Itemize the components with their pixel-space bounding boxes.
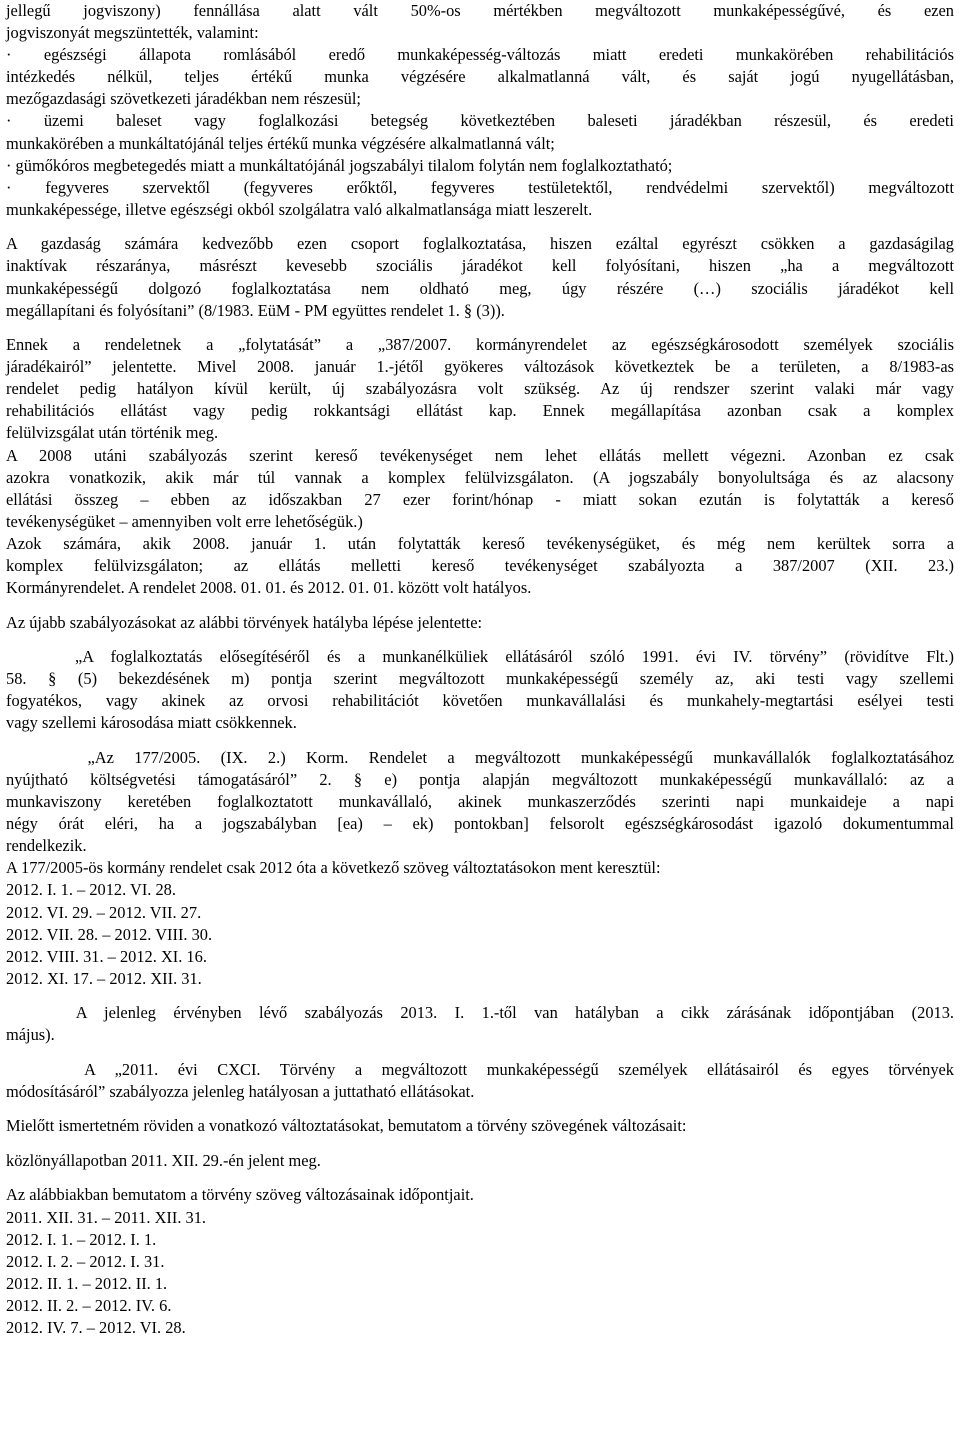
text-line: · gümőkóros megbetegedés miatt a munkáltatójánál jogszabályi tilalom folytán nem foglalkoztatható;: [6, 155, 673, 175]
text-line: mezőgazdasági szövetkezeti járadékban nem részesül;: [6, 89, 361, 109]
text-line: munkaviszony keretében foglalkoztatott munkavállaló, akinek munkaszerződés szerinti napi munkaideje a napi: [6, 792, 954, 812]
text-line: azokra vonatkozik, akik már túl vannak a komplex felülvizsgálaton. (A jogszabály bonyolultsága és az alacsony: [6, 467, 954, 487]
text-line: járadékairól” jelentette. Mivel 2008. január 1.-jétől gyökeres változások következtek be a területen, a 8/1983-as: [6, 357, 954, 377]
text-line: fogyatékos, vagy akinek az orvosi rehabilitációt követően munkavállalási és munkahely-megtartási esélyei testi: [6, 691, 954, 711]
text-line: 2012. IV. 7. – 2012. VI. 28.: [6, 1317, 186, 1337]
paragraph: [6, 1150, 954, 1172]
text-line: vagy szellemi károsodása miatt csökkennek.: [6, 713, 297, 733]
text-line: „A foglalkoztatás elősegítéséről és a munkanélküliek ellátásáról szóló 1991. évi IV. törvény” (rövidítve Flt.): [6, 647, 954, 667]
text-line: Az újabb szabályozásokat az alábbi törvények hatályba lépése jelentette:: [6, 612, 483, 632]
text-line: 2012. XI. 17. – 2012. XII. 31.: [6, 968, 202, 988]
text-line: 2012. VI. 29. – 2012. VII. 27.: [6, 902, 202, 922]
text-line: Ennek a rendeletnek a „folytatását” a „387/2007. kormányrendelet az egészségkárosodott személyek szociális: [6, 335, 954, 355]
text-line: rendelkezik.: [6, 836, 87, 856]
text-line: Az alábbiakban bemutatom a törvény szöveg változásainak időpontjait.: [6, 1185, 474, 1205]
text-line: A gazdaság számára kedvezőbb ezen csoport foglalkoztatása, hiszen ezáltal egyrészt csökken a gazdaságilag: [6, 234, 954, 254]
text-line: · fegyveres szervektől (fegyveres erőktől, fegyveres testületektől, rendvédelmi szervektől) megváltozott: [6, 177, 954, 197]
text-line: Kormányrendelet. A rendelet 2008. 01. 01. és 2012. 01. 01. között volt hatályos.: [6, 578, 532, 598]
text-line: 2012. VII. 28. – 2012. VIII. 30.: [6, 924, 213, 944]
text-line: 58. § (5) bekezdésének m) pontja szerint megváltozott munkaképességű személy az, aki testi vagy szellemi: [6, 669, 954, 689]
text-line: 2012. II. 1. – 2012. II. 1.: [6, 1273, 168, 1293]
text-line: „Az 177/2005. (IX. 2.) Korm. Rendelet a megváltozott munkaképességű munkavállalók foglalkoztatásához: [6, 747, 954, 767]
text-line: 2012. II. 2. – 2012. IV. 6.: [6, 1295, 172, 1315]
paragraph: [6, 747, 954, 990]
text-line: Azok számára, akik 2008. január 1. után folytatták kereső tevékenységüket, és még nem kerültek sorra a: [6, 533, 954, 553]
text-line: nyújtható költségvetési támogatásáról” 2. § e) pontja alapján megváltozott munkaképességű munkavállaló: az a: [6, 769, 954, 789]
text-line: Mielőtt ismertetném röviden a vonatkozó változtatásokat, bemutatom a törvény szövegének változásait:: [6, 1116, 687, 1136]
text-line: · egészségi állapota romlásából eredő munkaképesség-változás miatt eredeti munkakörében rehabilitációs: [6, 45, 954, 65]
text-line: 2012. I. 2. – 2012. I. 31.: [6, 1251, 165, 1271]
paragraph: [6, 1002, 954, 1046]
text-line: A 2008 utáni szabályozás szerint kereső tevékenységet nem lehet ellátás mellett végezni. Azonban ez csak: [6, 445, 954, 465]
text-line: A jelenleg érvényben lévő szabályozás 2013. I. 1.-től van hatályban a cikk zárásának időpontjában (2013.: [6, 1003, 955, 1023]
paragraph: [6, 612, 954, 634]
paragraph: [6, 1059, 954, 1103]
text-line: munkaképességű dolgozó foglalkoztatása nem oldható meg, úgy részére (…) szociális járadékot kell: [6, 278, 954, 298]
text-line: munkaképessége, illetve egészségi okból szolgálatra való alkalmatlansága miatt leszerelt.: [6, 199, 593, 219]
text-line: módosításáról” szabályozza jelenleg hatályosan a juttatható ellátásokat.: [6, 1081, 475, 1101]
text-line: jogviszonyát megszüntették, valamint:: [6, 23, 259, 43]
text-line: rendelet pedig hatályon kívül került, új szabályozásra volt szükség. Az új rendszer szerint valaki már vagy: [6, 379, 954, 399]
text-line: 2012. I. 1. – 2012. VI. 28.: [6, 880, 176, 900]
text-line: 2011. XII. 31. – 2011. XII. 31.: [6, 1207, 207, 1227]
text-line: felülvizsgálat után történik meg.: [6, 423, 219, 443]
text-line: tevékenységüket – amennyiben volt erre lehetőségük.): [6, 511, 363, 531]
paragraph: [6, 0, 954, 221]
text-line: 2012. I. 1. – 2012. I. 1.: [6, 1229, 157, 1249]
text-line: · üzemi baleset vagy foglalkozási betegség következtében baleseti járadékban részesül, és eredeti: [6, 111, 954, 131]
text-line: inaktívak részaránya, másrészt kevesebb szociális járadékot kell folyósítani, hiszen „ha a megváltozott: [6, 256, 954, 276]
text-line: négy órát eléri, ha a jogszabályban [ea) – ek) pontokban] felsorolt egészségkárosodást igazoló dokumentummal: [6, 814, 954, 834]
text-line: A 177/2005-ös kormány rendelet csak 2012 óta a következő szöveg változtatásokon ment keresztül:: [6, 858, 661, 878]
text-line: 2012. VIII. 31. – 2012. XI. 16.: [6, 946, 207, 966]
paragraph: [6, 233, 954, 321]
text-line: jellegű jogviszony) fennállása alatt vált 50%-os mértékben megváltozott munkaképességűvé, és ezen: [6, 1, 954, 20]
text-line: rehabilitációs ellátást vagy pedig rokkantsági ellátást kap. Ennek megállapítása azonban csak a komplex: [6, 401, 954, 421]
text-line: munkakörében a munkáltatójánál teljes értékű munka végzésére alkalmatlanná vált;: [6, 133, 555, 153]
paragraph: [6, 1184, 954, 1339]
text-line: komplex felülvizsgálaton; az ellátás melletti kereső tevékenységet szabályozta a 387/2007 (XII. 23.): [6, 556, 954, 576]
paragraph: [6, 334, 954, 599]
text-line: közlönyállapotban 2011. XII. 29.-én jelent meg.: [6, 1150, 321, 1170]
text-line: megállapítani és folyósítani” (8/1983. EüM - PM együttes rendelet 1. § (3)).: [6, 300, 505, 320]
text-line: május).: [6, 1025, 55, 1045]
text-line: intézkedés nélkül, teljes értékű munka végzésére alkalmatlanná vált, és saját jogú nyugellátásban,: [6, 67, 954, 87]
paragraph: [6, 1115, 954, 1137]
text-line: ellátási összeg – ebben az időszakban 27 ezer forint/hónap - miatt sokan ezután is folytatták a kereső: [6, 489, 954, 509]
paragraph: [6, 646, 954, 734]
text-line: A „2011. évi CXCI. Törvény a megváltozott munkaképességű személyek ellátásairól és egyes törvények: [6, 1059, 954, 1079]
